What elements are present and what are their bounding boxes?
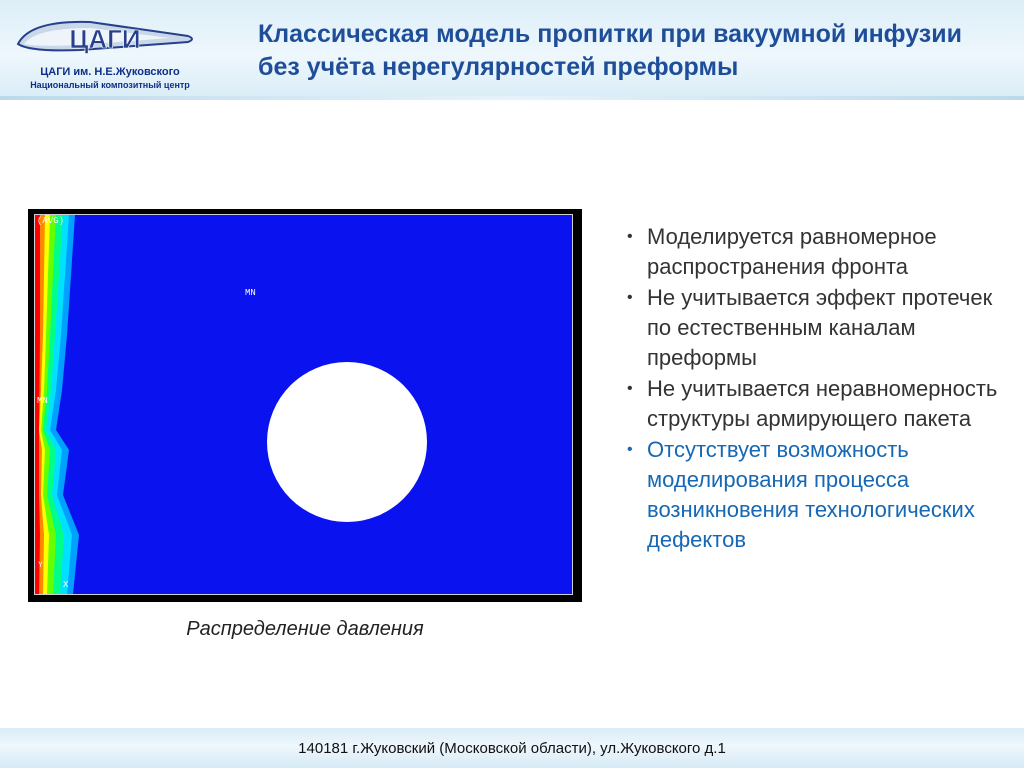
circular-insert <box>267 362 427 522</box>
bullet-text: Не учитывается неравномерность структуры армирующего пакета <box>647 376 998 431</box>
footer <box>0 728 1024 768</box>
bullet-icon: • <box>627 380 633 397</box>
contour-plot <box>34 214 573 595</box>
mn-label-left: MN <box>37 396 48 406</box>
tsagi-logo-icon <box>10 14 210 66</box>
footer-address: 140181 г.Жуковский (Московской области), ул.Жуковского д.1 <box>298 740 726 757</box>
bullet-icon: • <box>627 289 633 306</box>
bullet-icon: • <box>627 441 633 458</box>
bullet-text: Отсутствует возможность моделирования процесса возникновения технологических дефектов <box>647 437 975 552</box>
y-axis-label: Y <box>38 561 43 570</box>
logo-line-1: ЦАГИ им. Н.Е.Жуковского <box>40 66 180 78</box>
avg-label: (AVG) <box>37 216 65 226</box>
logo-line-2: Национальный композитный центр <box>30 80 190 90</box>
pressure-distribution-figure <box>28 209 582 602</box>
header <box>0 0 1024 100</box>
bullet-item-highlighted <box>627 435 1007 555</box>
bullet-icon: • <box>627 228 633 245</box>
contour-plot-graphic <box>35 215 572 594</box>
bullet-item <box>627 283 1007 373</box>
bullet-text: Моделируется равномерное распространения фронта <box>647 224 937 279</box>
bullet-item <box>627 374 1007 434</box>
slide-title: Классическая модель пропитки при вакуумной инфузии без учёта нерегулярностей преформы <box>258 20 962 81</box>
logo-caption <box>10 66 210 90</box>
mn-label: MN <box>245 288 256 298</box>
figure-caption: Распределение давления <box>186 618 424 640</box>
bullet-list <box>627 222 1007 556</box>
bullet-item <box>627 222 1007 282</box>
x-axis-label: X <box>63 580 69 590</box>
logo <box>10 14 210 90</box>
svg-text:ЦАГИ: ЦАГИ <box>69 24 141 54</box>
bullet-text: Не учитывается эффект протечек по естественным каналам преформы <box>647 285 993 370</box>
